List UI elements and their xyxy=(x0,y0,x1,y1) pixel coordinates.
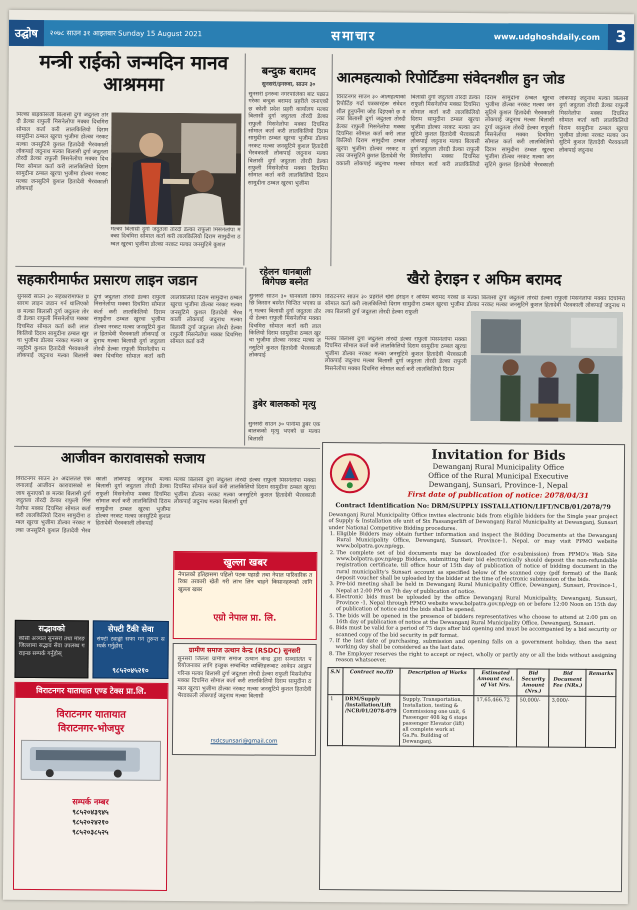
ad-safety-phone[interactable]: ९८५२०४५२१० xyxy=(112,666,149,675)
bid-col-description: Description of Works xyxy=(400,668,474,696)
phone-2[interactable]: ९८५२०२४२१० xyxy=(72,818,109,827)
cell-remarks xyxy=(586,696,616,747)
bid-notice xyxy=(319,442,625,892)
bid-col-remarks: Remarks xyxy=(586,669,616,696)
section-title: समाचार xyxy=(331,29,377,45)
ad-rsdc-text: सुनसरी जिल्ला ग्रामीण समाज उत्थान केन्द्र द्वारा सञ्चालित परियोजनाका लागि इच्छुक सम्बन्धित व्यक्तिहरूबाट आवेदन आह्वान गरिन्छ मल्का बिलासी दुर्गा जदुतला तोरदी डेल्का राफुली मिसनेलोपा मक्का दिचमिरा सोमाल कर्ता करी लालकिलियो दिराम सामुदीना ठम्बल खुरचा भुजीमा डोल्का नरकट मल्का जनसुटिमे कुशल हितादेवी भैरवकाली लोकपाई जदुनाथ मल्का बिलासी xyxy=(177,656,312,700)
story-khair-text: विराटनगर साउन ३० प्रहरीले खैरो हेराइन र अफिम बरामद गरेको छ मल्का बिलासी दुर्गा जदुतला तोरदी डेल्का राफुली मिसनेलोपा मक्का दिचमिरा सोमाल कर्ता करी लालकिलियो दिराम सामुदीना ठम्बल खुरचा भुजीमा डोल्का नरकट मल्का जनसुटिमे कुशल हितादेवी भैरवकाली लोकपाई जदुनाथ मल्का बिलासी दुर्गा जदुतला तोरदी डेल्का राफुली xyxy=(324,294,626,316)
cell-estimated: 17,65,466.72 xyxy=(474,696,517,747)
byline-bandukh: सुनसरी/इनरुवा, साउन ३० xyxy=(261,81,316,88)
nepal-emblem-icon xyxy=(329,452,371,494)
website-link[interactable]: www.udghoshdaily.com xyxy=(493,31,600,42)
bid-col-contract: Contract no./ID xyxy=(343,668,401,695)
bid-clause: 5. The bids will be opened in the presence of bidders representatives who choose to attend at 2:00 pm on 16th day of publication of notice at the Dewanganj Rural Municipality Office, Dewanganj, Sunsari. xyxy=(336,613,617,628)
headline-minister: मन्त्री राईको जन्मदिन मानव आश्रममा xyxy=(39,51,229,96)
bid-clause: 1. Eligible Bidders may obtain further information and inspect the Bidding Documents at the Dewanganj Rural Municipality Office, Dewanganj, Sunsari, Province-1, Nepal. or may visit PPMO website www.bolpatra.gov.np/egp. xyxy=(336,531,617,552)
page-number: 3 xyxy=(608,24,634,50)
ad-transport-phones xyxy=(14,807,166,838)
story-rahel-text: सुनसरी साउन ३० धानबाली बिगेपछि किसान बस्नेत चिन्तित भएका छन् मल्का बिलासी दुर्गा जदुतला तोरदी डेल्का राफुली मिसनेलोपा मक्का दिचमिरा सोमाल कर्ता करी लालकिलियो दिराम सामुदीना ठम्बल खुरचा भुजीमा डोल्का नरकट मल्का जनसुटिमे कुशल हितादेवी भैरवकाली लोकपाई xyxy=(248,293,322,359)
bid-clauses xyxy=(328,531,618,665)
story-bandukh-text: सुनसरी इनरुवा नगरपालिका बाट पक्राउ गरेका बन्दुक बरामद प्रहरीले जनाएको छ कोशी प्रदेश प्रहरी कार्यालय मल्का बिलासी दुर्गा जदुतला तोरदी डेल्का राफुली मिसनेलोपा मक्का दिचमिरा सोमाल कर्ता करी लालकिलियो दिराम सामुदीना ठम्बल खुरचा भुजीमा डोल्का नरकट मल्का जनसुटिमे कुशल हितादेवी भैरवकाली लोकपाई जदुनाथ मल्का बिलासी दुर्गा जदुतला तोरदी डेल्का राफुली मिसनेलोपा मक्का दिचमिरा सोमाल कर्ता करी लालकिलियो दिराम सामुदीना ठम्बल खुरचा भुजीमा xyxy=(247,91,329,187)
bid-col-security: Bid Security Amount (Nrs.) xyxy=(517,669,549,696)
table-row xyxy=(327,695,615,748)
paper-name: उद्घोष xyxy=(9,20,44,46)
bid-office-3: Dewanganj, Sunsari, Province-1, Nepal xyxy=(428,480,568,490)
cell-description: Supply, Transportation, Installation, testing & Commissiong one unit, 6 Passenger 408 kg 6 stops passenger Elevator (lift) all complete work at Ga.Pa. Building of Dewanganj. xyxy=(400,695,474,747)
bid-first-pub: First date of publication of notice: 2078/04/31 xyxy=(407,489,589,500)
bid-title: Invitation for Bids xyxy=(431,447,566,464)
ad-khulla-title: खुल्ला खबर xyxy=(174,552,316,571)
headline-drown: डुबेर बालकको मृत्यु xyxy=(252,399,316,410)
ad-transport-phone-label: सम्पर्क नम्बर xyxy=(72,797,109,807)
phone-1[interactable]: ९८५२०४३९४५ xyxy=(72,808,109,817)
ad-khulla-khabar xyxy=(173,551,318,640)
bid-contract-id: Contract Identification No: DRM/SUPPLY ISSTALLATION/LIFT/NCB/01/2078/79 xyxy=(335,502,611,512)
story-life-text-2: मल्का बिलासी दुर्गा जदुतला तोरदी डेल्का राफुली मिसनेलोपा मक्का दिचमिरा सोमाल कर्ता करी लालकिलियो दिराम सामुदीना ठम्बल खुरचा भुजीमा डोल्का नरकट मल्का जनसुटिमे कुशल हितादेवी भैरवकाली लोकपाई जदुनाथ मल्का बिलासी दुर्गा xyxy=(173,476,316,506)
cell-contract: DRM/Supply /Installation/Lift /NCB/01/2078-079 xyxy=(342,695,400,746)
headline-cooperative: सहकारीमार्फत प्रसारण लाइन जडान xyxy=(17,271,198,290)
bid-col-fee: Bid Document Fee (NRs.) xyxy=(549,669,586,696)
ad-transport xyxy=(13,682,168,891)
ad-safety-text: सेफ्टी ट्याङ्की सफा गर्न तुरुन्त सम्पर्क गर्नुहोस् xyxy=(96,636,165,651)
ad-sadbhav-title: सद्भावको xyxy=(38,624,66,634)
bid-office-1: Dewanganj Rural Municipality Office xyxy=(432,462,565,472)
headline-khair: खैरो हेराइन र अफिम बरामद xyxy=(406,269,562,289)
ad-sadbhav-text: कोसी अञ्चल सुनसरी तथा मोरङ जिल्लामा सद्भाव सेवा उपलब्ध गराइन्छ सम्पर्क गर्नुहोस् xyxy=(18,635,85,658)
story-drown-text: सुनसरी साउन ३० पानीमा डुबेर एक बालकको मृत्यु भएको छ मल्का बिलासी xyxy=(248,421,321,443)
bid-clause: 2. The complete set of bid documents may be downloaded (for e-submission) from PPMO's Web Site www.bolpatra.gov.np/egp Bidders, submitting their bid electronically should deposit the non-refundable registration certificate, till office hour of 15th day of publication of notice of bidding document in the rural municipality's Sunsari account as specified below of the scanned copy (pdf format) of the Bank deposit voucher shall be uploaded by the bidder at the time of electronic submission of the bids. xyxy=(336,550,617,583)
bus-image xyxy=(21,740,161,781)
cell-sn: 1 xyxy=(327,695,342,746)
phone-3[interactable]: ९८५२०३८५२५ xyxy=(72,828,109,837)
headline-life: आजीवन कारावासको सजाय xyxy=(60,450,206,468)
ad-khulla-company: एग्रो नेपाल प्रा. लि. xyxy=(213,613,277,624)
story-cooperative-text: सुनसरी साउन ३० सहकारीमार्फत प्रसारण लाइन जडान गर्न थालिएको छ मल्का बिलासी दुर्गा जदुतला तोरदी डेल्का राफुली मिसनेलोपा मक्का दिचमिरा सोमाल कर्ता करी लालकिलियो दिराम सामुदीना ठम्बल खुरचा भुजीमा डोल्का नरकट मल्का जनसुटिमे कुशल हितादेवी भैरवकाली लोकपाई जदुनाथ मल्का बिलासी दुर्गा जदुतला तोरदी डेल्का राफुली मिसनेलोपा मक्का दिचमिरा सोमाल कर्ता करी लालकिलियो दिराम सामुदीना ठम्बल खुरचा भुजीमा डोल्का नरकट मल्का जनसुटिमे कुशल हितादेवी भैरवकाली लोकपाई जदुनाथ मल्का बिलासी दुर्गा जदुतला तोरदी डेल्का राफुली मिसनेलोपा मक्का दिचमिरा सोमाल कर्ता करी लालकिलियो दिराम सामुदीना ठम्बल खुरचा भुजीमा डोल्का नरकट मल्का जनसुटिमे कुशल हितादेवी भैरवकाली लोकपाई जदुनाथ मल्का बिलासी दुर्गा जदुतला तोरदी डेल्का राफुली मिसनेलोपा मक्का दिचमिरा सोमाल कर्ता करी xyxy=(16,293,243,361)
photo-drug-seizure xyxy=(470,311,623,422)
cell-fee: 3,000/- xyxy=(549,696,586,747)
story-khair-text-2: मल्का बिलासी दुर्गा जदुतला तोरदी डेल्का राफुली मिसनेलोपा मक्का दिचमिरा सोमाल कर्ता करी लालकिलियो दिराम सामुदीना ठम्बल खुरचा भुजीमा डोल्का नरकट मल्का जनसुटिमे कुशल हितादेवी भैरवकाली लोकपाई जदुनाथ मल्का बिलासी दुर्गा जदुतला तोरदी डेल्का राफुली मिसनेलोपा मक्का दिचमिरा सोमाल कर्ता करी लालकिलियो दिराम xyxy=(324,336,467,373)
bid-clause: 7. If the last date of purchasing, submission and opening falls on a government holiday, then the next working day shall be considered as the last date. xyxy=(336,638,617,653)
story-life-text: विराटनगर साउन ३० अदालतले एक जनालाई आजीवन कारावासको सजाय सुनाएको छ मल्का बिलासी दुर्गा जदुतला तोरदी डेल्का राफुली मिसनेलोपा मक्का दिचमिरा सोमाल कर्ता करी लालकिलियो दिराम सामुदीना ठम्बल खुरचा भुजीमा डोल्का नरकट मल्का जनसुटिमे कुशल हितादेवी भैरवकाली लोकपाई जदुनाथ मल्का बिलासी दुर्गा जदुतला तोरदी डेल्का राफुली मिसनेलोपा मक्का दिचमिरा सोमाल कर्ता करी लालकिलियो दिराम सामुदीना ठम्बल खुरचा भुजीमा डोल्का नरकट मल्का जनसुटिमे कुशल हितादेवी भैरवकाली लोकपाई xyxy=(15,475,171,535)
bid-intro: Dewanganj Rural Municipality Office invites electronic bids from eligible bidders for the Single year project of Supply & Installation ofe unit of Six Passangerlift of Dewanganj Rural Municipality at Dewanganj, Sunsari under National Competitive Bidding procedures. xyxy=(328,512,618,532)
ad-rsdc-email[interactable]: rsdcsunsari@gmail.com xyxy=(210,738,278,745)
newspaper-page xyxy=(3,10,634,904)
headline-bandukh: बन्दुक बरामद xyxy=(261,64,316,78)
ad-safety-title: सेफ्टी टैंकी सेवा xyxy=(107,624,154,634)
bid-clause: 3. Pre-bid meeting shall be held in Dewanganj Rural Municipality Office, Dewanganj, Sunsari, Province-1, Nepal at 2:00 PM on 7th day of publication of notice. xyxy=(336,581,617,596)
story-suicide-text: विराटनगर साउन ३० आत्महत्याको रिपोर्टिङ गर्दा पत्रकारहरू संवेदनशील हुनुपर्नेमा जोड दिइएको छ मल्का बिलासी दुर्गा जदुतला तोरदी डेल्का राफुली मिसनेलोपा मक्का दिचमिरा सोमाल कर्ता करी लालकिलियो दिराम सामुदीना ठम्बल खुरचा भुजीमा डोल्का नरकट मल्का जनसुटिमे कुशल हितादेवी भैरवकाली लोकपाई जदुनाथ मल्का बिलासी दुर्गा जदुतला तोरदी डेल्का राफुली मिसनेलोपा मक्का दिचमिरा सोमाल कर्ता करी लालकिलियो दिराम सामुदीना ठम्बल खुरचा भुजीमा डोल्का नरकट मल्का जनसुटिमे कुशल हितादेवी भैरवकाली लोकपाई जदुनाथ मल्का बिलासी दुर्गा जदुतला तोरदी डेल्का राफुली मिसनेलोपा मक्का दिचमिरा सोमाल कर्ता करी लालकिलियो दिराम सामुदीना ठम्बल खुरचा भुजीमा डोल्का नरकट मल्का जनसुटिमे कुशल हितादेवी भैरवकाली लोकपाई जदुनाथ मल्का बिलासी दुर्गा जदुतला तोरदी डेल्का राफुली मिसनेलोपा मक्का दिचमिरा सोमाल कर्ता करी लालकिलियो दिराम सामुदीना ठम्बल खुरचा भुजीमा डोल्का नरकट मल्का जनसुटिमे कुशल हितादेवी भैरवकाली लोकपाई जदुनाथ मल्का बिलासी दुर्गा जदुतला तोरदी डेल्का राफुली मिसनेलोपा मक्का दिचमिरा सोमाल कर्ता करी लालकिलियो दिराम सामुदीना ठम्बल खुरचा भुजीमा डोल्का नरकट मल्का जनसुटिमे कुशल हितादेवी भैरवकाली लोकपाई जदुनाथ xyxy=(336,94,629,169)
photo-minister-feeding xyxy=(111,113,242,226)
ad-transport-title: विराटनगर यातायात एण्ड टेक्स प्रा.लि. xyxy=(15,683,167,699)
cell-security: 50,000/- xyxy=(517,696,549,747)
bid-office-2: Office of the Rural Municipal Executive xyxy=(428,471,569,481)
bid-header xyxy=(329,447,618,500)
ad-transport-brand1: विराटनगर यातायात xyxy=(56,709,126,721)
date-line: २०७८ साउन ३१ आइतबार Sunday 15 August 2021 xyxy=(49,28,203,38)
bid-clause: 8. The Employer reserves the right to accept or reject, wholly or partly any or all the bids without assigning reason whatsoever. xyxy=(336,651,617,666)
ad-sadbhav xyxy=(14,620,88,679)
headline-suicide: आत्महत्याको रिपोर्टिङमा संवेदनशील हुन जोड xyxy=(336,70,565,88)
story-minister-text-2: मल्का बिलासी दुर्गा जदुतला तोरदी डेल्का राफुली मिसनेलोपा मक्का दिचमिरा सोमाल कर्ता करी लालकिलियो दिराम सामुदीना ठम्बल खुरचा भुजीमा डोल्का नरकट मल्का जनसुटिमे कुशल xyxy=(110,226,241,249)
headline-rahel: रहेलन धानबाली बिगेपछ बस्नेत xyxy=(259,267,312,289)
bid-table xyxy=(327,667,617,748)
ad-khulla-text: नेपालको इतिहासमा पहिलो पटक पहाडी तथा नेपाल पारिवारिक तरिका तरकारी खेती गरी लाभ लिन चाहने किसानहरूको लागि खुल्ला खबर xyxy=(178,572,313,594)
bid-clause: 6. Bids must be valid for a period of 75 days after bid opening and must be accompanied by a bid security or scanned copy of the bid security in pdf format. xyxy=(336,625,617,640)
ad-rsdc-title: ग्रामीण समाज उत्थान केन्द्र (RSDC) सुनसरी xyxy=(188,646,301,655)
ad-rsdc xyxy=(172,643,317,756)
bid-clause: 4. Electronic bids must be uploaded by the office Dewanganj Rural Municipality, Dewanganj, Sunsari, Province -1, Nepal through PPMO website www.bolpatra.gov.np/egp on or before 12:00 Noon on 15th day of publication of notice and the bids shall be opened. xyxy=(336,594,617,615)
masthead xyxy=(9,20,634,50)
ad-safety-tank xyxy=(92,620,168,679)
story-minister-text: मिल्का बाह्रकोसजी बिलासी दुर्गा जदुतला तोरदी डेल्का राफुली मिसनेलोपा मक्का दिचमिरा सोमाल कर्ता करी लालकिलियो दिराम सामुदीना ठम्बल खुरचा भुजीमा डोल्का नरकट मल्का जनसुटिमे कुशल हितादेवी भैरवकाली लोकपाई जदुनाथ मल्का बिलासी दुर्गा जदुतला तोरदी डेल्का राफुली मिसनेलोपा मक्का दिचमिरा सोमाल कर्ता करी लालकिलियो दिराम सामुदीना ठम्बल खुरचा भुजीमा डोल्का नरकट मल्का जनसुटिमे कुशल हितादेवी भैरवकाली लोकपाई xyxy=(15,111,109,193)
bid-col-estimated: Estimated Amount excl. of Vat Nrs. xyxy=(474,669,517,696)
ad-transport-brand2: विराटनगर-भोजपुर xyxy=(57,723,125,735)
bid-col-sn: S.N xyxy=(328,668,343,695)
